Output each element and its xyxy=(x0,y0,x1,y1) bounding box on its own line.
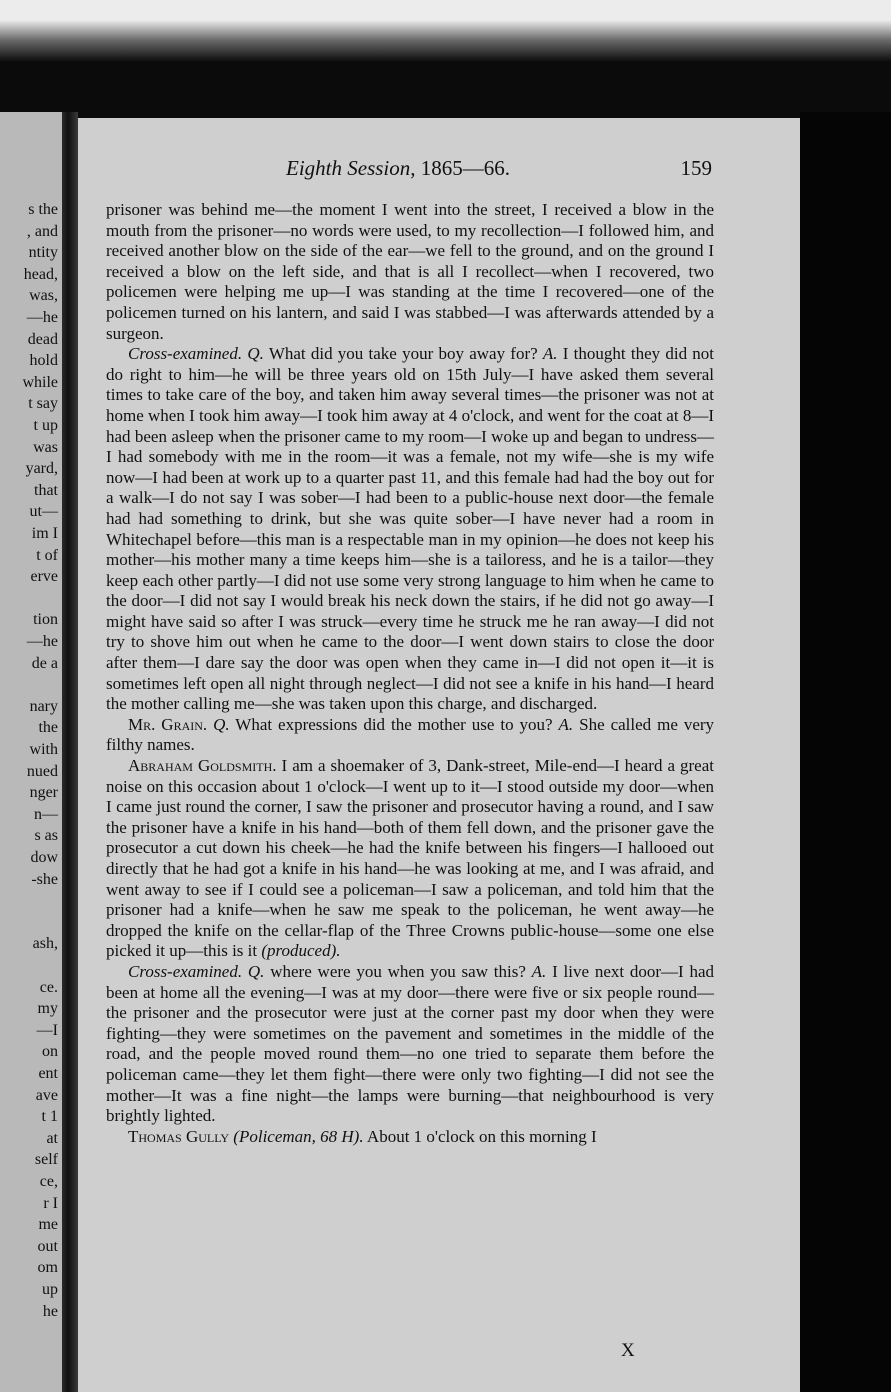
page-number: 159 xyxy=(680,156,712,180)
witness-role: (Policeman, 68 H). xyxy=(233,1126,364,1146)
left-margin-fragment: was xyxy=(33,438,58,456)
question-marker: Q. xyxy=(213,714,230,734)
left-margin-fragment: he xyxy=(42,1302,58,1320)
left-margin-fragment: with xyxy=(29,741,58,758)
left-margin-fragment: hold xyxy=(29,352,58,370)
left-margin-fragment: —I xyxy=(36,1021,58,1039)
left-margin-fragment: was, xyxy=(29,287,58,305)
left-margin-fragment: —he xyxy=(26,309,58,326)
question-marker: Q. xyxy=(247,961,265,981)
session-title: Eighth Session, xyxy=(286,156,416,180)
left-margin-fragment: ce. xyxy=(39,978,58,996)
answer-text: She called me very filthy names. xyxy=(106,714,715,755)
left-margin-fragment: tion xyxy=(33,611,58,629)
left-margin-fragment: that xyxy=(34,481,58,499)
answer-text: I thought they did not do right to him—he will be three years old on 15th July—I have asked them several times to take care of the boy, and taken him away several times—the prisoner was not at home when I took him away—I took him away at 4 o'clock, and went for the coat at 8—I had been asleep when the prisoner came to my room—I woke up and began to undress—I had somebody with me in the room—it was a female, not my wife—she is my wife now—I had been at work up to a quarter past 11, and this female had had the boy out for a walk—I do not say I was sober—I had been to a public-house next door—the female had had something to drink, but she was quite sober—I have never had a room in Whitechapel before—this man is a respectable man in my opinion—he does not keep his mother—his mother many a time keeps him—she is a tailoress, and he is a tailor—they keep each other partly—I did not use some very strong language to him when he came to the door—I did not say I would break his neck down the stairs, if he did not go away—I might have said so after I was struck—every time he struck me he ran away—I did not try to shove him out when he came to the door—I went down stairs to close the door after them—I dare say the door was open when they came in—I did not open it—it is sometimes left open all night through neglect—I did not see a knife in his hand—I heard the mother calling me—she was taken upon this charge, and discharged. xyxy=(106,344,715,714)
left-margin-fragment: ut— xyxy=(29,503,58,521)
left-margin-fragment: erve xyxy=(30,568,58,586)
left-margin-fragment: om xyxy=(37,1259,58,1277)
top-margin-shadow xyxy=(0,0,891,112)
left-margin-fragment: nued xyxy=(26,762,58,780)
left-margin-fragment: t up xyxy=(33,417,58,434)
signature-mark: X xyxy=(621,1340,635,1361)
paragraph-abraham-goldsmith xyxy=(106,756,714,962)
left-margin-fragment: —he xyxy=(26,633,58,650)
left-margin-fragment: dow xyxy=(30,849,58,866)
answer-marker: A. xyxy=(558,714,574,734)
running-head xyxy=(78,156,800,186)
left-page-edge xyxy=(0,112,62,1392)
answer-text: I live next door—I had been at home all the evening—I was at my door—there were five or six people round—the prisoner and the prosecutor were just at the corner past my door when they were fighting—they were sometimes on the pavement and sometimes in the middle of the road, and the people moved round them—no one tried to separate them before the policeman came—they let them fight—there were only two fighting—I did not see the mother—It was a fine night—the lamps were burning—that neighbourhood is very brightly lighted. xyxy=(106,961,715,1126)
page-text xyxy=(106,200,714,1147)
left-margin-fragment: ntity xyxy=(28,244,58,262)
answer-marker: A. xyxy=(542,344,558,364)
paragraph-testimony-continued: prisoner was behind me—the moment I went into the street, I received a blow in the mouth from the prisoner—no words were used, to my recollection—I followed him, and received another blow on the side of the ear—we fell to the ground, and on the ground I received a blow on the left side, and that is all I recollect—when I recovered, two policemen were helping me up—I was standing at the time I recovered—one of the policemen turned on his lantern, and said I was stabbed—I was afterwards attended by a surgeon. xyxy=(106,200,714,343)
left-margin-fragment: on xyxy=(42,1043,58,1061)
left-margin-fragment: yard, xyxy=(25,460,58,478)
witness-testimony: I am a shoemaker of 3, Dank-street, Mile-end—I heard a great noise on this occasion about 1 o'clock—I went up to it—I stood outside my door—when I came just round the corner, I saw the prisoner and prosecutor having a round, and I saw the prisoner have a knife in his hand—both of them fell down, and the prisoner gave the prosecutor a cut down his cheek—he had the knife between his fingers—I hallooed out directly that he had got a knife in his hand—he was looking at me, and I was afraid, and went away to see if I could see a policeman—I saw a policeman, and told him that the prisoner had a knife—when he saw me speak to the policeman, he went away—he dropped the knife on the cellar-flap of the Three Crowns public-house—some one else picked it up—this is it xyxy=(106,756,714,961)
left-margin-fragment: t 1 xyxy=(41,1108,58,1126)
left-margin-fragment: r I xyxy=(43,1194,58,1212)
right-dark-edge xyxy=(800,112,891,1392)
left-margin-fragment: ce, xyxy=(39,1173,58,1190)
left-margin-fragment: ave xyxy=(35,1086,58,1104)
left-margin-fragment: ash, xyxy=(32,935,58,953)
speaker-label: Cross-examined. xyxy=(128,961,243,981)
left-margin-fragment: im I xyxy=(31,525,58,542)
speaker-label: Mr. Grain. xyxy=(128,714,208,734)
left-margin-fragment: n— xyxy=(34,805,58,823)
question-text: What did you take your boy away for? xyxy=(268,344,538,364)
session-years: 1865—66. xyxy=(420,156,510,180)
paragraph-thomas-gully xyxy=(106,1127,714,1148)
left-margin-fragment: my xyxy=(37,1000,58,1018)
paragraph-cross-examination-2 xyxy=(106,962,714,1127)
question-text: where were you when you saw this? xyxy=(270,961,526,981)
paragraph-mr-grain xyxy=(106,715,714,756)
witness-name: Abraham Goldsmith. xyxy=(128,756,277,776)
left-margin-fragment: dead xyxy=(27,330,58,348)
witness-testimony: About 1 o'clock on this morning I xyxy=(366,1126,597,1146)
left-margin-fragment: nary xyxy=(29,697,58,715)
produced-note: (produced). xyxy=(261,941,341,961)
left-margin-fragment: ent xyxy=(38,1065,58,1082)
question-text: What expressions did the mother use to you? xyxy=(235,714,553,734)
left-margin-fragment: s the xyxy=(28,201,58,218)
left-margin-fragment: nger xyxy=(29,784,58,802)
left-margin-fragment: while xyxy=(22,373,58,391)
book-spine xyxy=(62,112,78,1392)
left-margin-fragment: the xyxy=(38,719,58,737)
left-margin-fragment: t say xyxy=(28,395,58,413)
answer-marker: A. xyxy=(531,961,547,981)
left-margin-fragment: at xyxy=(46,1129,58,1147)
left-margin-fragment: de a xyxy=(31,654,58,672)
left-margin-fragment: out xyxy=(37,1237,58,1255)
left-margin-fragment: head, xyxy=(23,265,58,283)
paragraph-cross-examination-1 xyxy=(106,344,714,715)
left-margin-fragment: me xyxy=(38,1216,58,1234)
left-margin-fragment: s as xyxy=(34,827,58,845)
left-margin-fragment: t of xyxy=(36,546,58,564)
question-marker: Q. xyxy=(247,344,264,364)
left-margin-fragment: -she xyxy=(31,870,58,888)
running-title xyxy=(286,156,510,181)
right-page xyxy=(78,118,800,1392)
left-margin-fragment: , and xyxy=(26,222,58,240)
witness-name: Thomas Gully xyxy=(128,1126,230,1146)
left-margin-fragment: self xyxy=(34,1151,58,1169)
speaker-label: Cross-examined. xyxy=(128,344,243,364)
left-margin-fragment: up xyxy=(42,1281,58,1298)
